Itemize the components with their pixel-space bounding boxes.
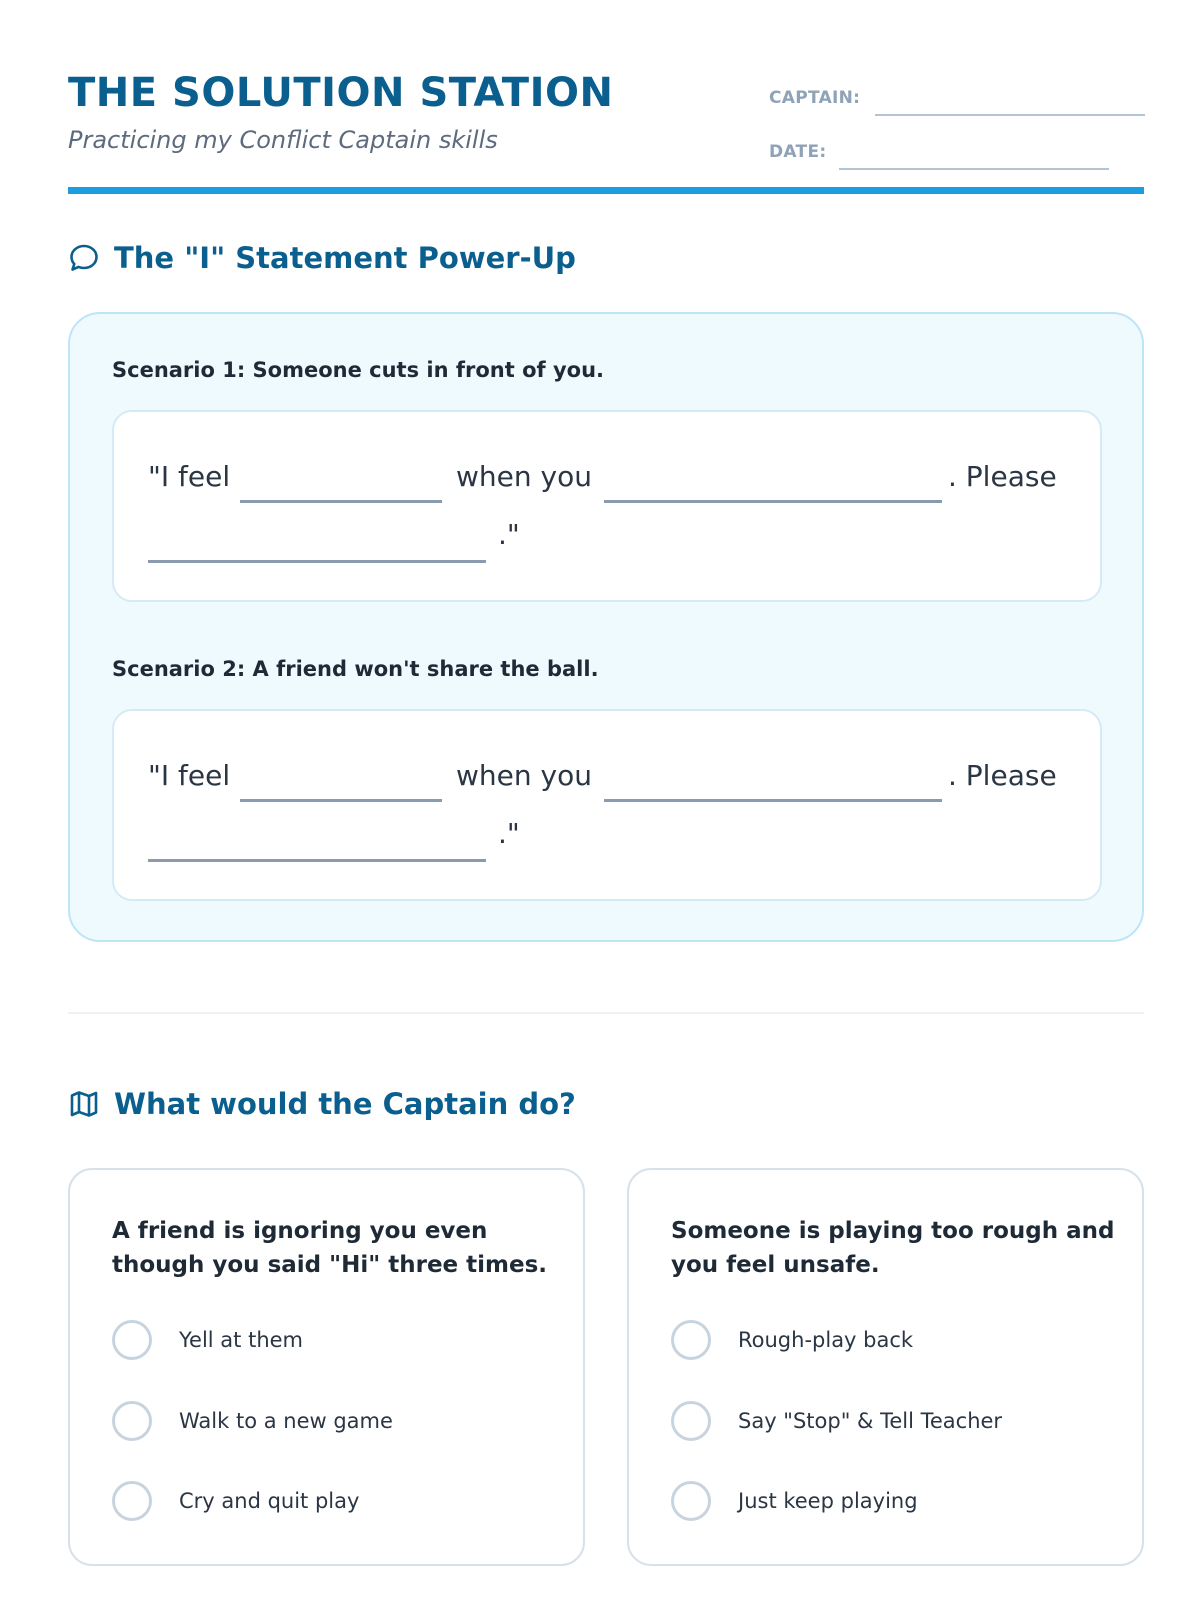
captain-choice-heading-text: What would the Captain do? [114,1087,576,1121]
question-prompt: A friend is ignoring you even though you said "Hi" three times. [112,1218,548,1278]
choice-card-2 [627,1168,1144,1566]
statement-please-text: . Please [948,460,1057,493]
scenario-panel [68,312,1144,942]
captain-label: CAPTAIN: [769,88,861,108]
date-label: DATE: [769,142,827,162]
scenario-2-statement-card [112,709,1102,901]
statement-please-text: . Please [948,759,1057,792]
option-just-keep-playing[interactable] [671,1480,918,1522]
option-label: Cry and quit play [179,1489,360,1513]
radio-button[interactable] [671,1481,711,1521]
action-blank[interactable] [604,500,942,503]
option-yell-at-them[interactable] [112,1319,303,1361]
scenario-1-title: Scenario 1: Someone cuts in front of you. [112,358,605,382]
radio-button[interactable] [112,1320,152,1360]
option-cry-and-quit[interactable] [112,1480,359,1522]
radio-button[interactable] [112,1401,152,1441]
map-icon [68,1088,100,1120]
page-title: THE SOLUTION STATION [68,70,614,116]
question-prompt: Someone is playing too rough and you feel unsafe. [671,1218,1115,1278]
date-blank[interactable] [839,168,1109,170]
scenario-1-statement-card [112,410,1102,602]
statement-when-text: when you [456,759,592,792]
i-statement-heading-text: The "I" Statement Power-Up [114,241,576,275]
statement-when-text: when you [456,460,592,493]
request-blank[interactable] [148,560,486,563]
i-statement-heading [68,236,576,280]
choice-card-1 [68,1168,585,1566]
speech-bubble-icon [68,242,100,274]
option-label: Yell at them [179,1328,304,1352]
option-label: Rough-play back [738,1328,914,1352]
feeling-blank[interactable] [240,799,442,802]
option-label: Just keep playing [738,1489,918,1513]
captain-name-blank[interactable] [875,114,1145,116]
feeling-blank[interactable] [240,500,442,503]
statement-feel-text: "I feel [148,759,231,792]
captain-choice-heading [68,1082,576,1126]
action-blank[interactable] [604,799,942,802]
scenario-2-title: Scenario 2: A friend won't share the ball. [112,657,599,681]
statement-end-text: ." [498,817,520,850]
option-label: Walk to a new game [179,1409,393,1433]
option-label: Say "Stop" & Tell Teacher [738,1409,1003,1433]
option-say-stop-tell-teacher[interactable] [671,1400,1002,1442]
radio-button[interactable] [671,1320,711,1360]
radio-button[interactable] [671,1401,711,1441]
option-rough-play-back[interactable] [671,1319,913,1361]
page-subtitle: Practicing my Conflict Captain skills [68,126,498,154]
option-walk-to-new-game[interactable] [112,1400,393,1442]
section-divider [68,1012,1144,1014]
statement-feel-text: "I feel [148,460,231,493]
statement-end-text: ." [498,518,520,551]
radio-button[interactable] [112,1481,152,1521]
request-blank[interactable] [148,859,486,862]
worksheet-header [68,68,1144,194]
